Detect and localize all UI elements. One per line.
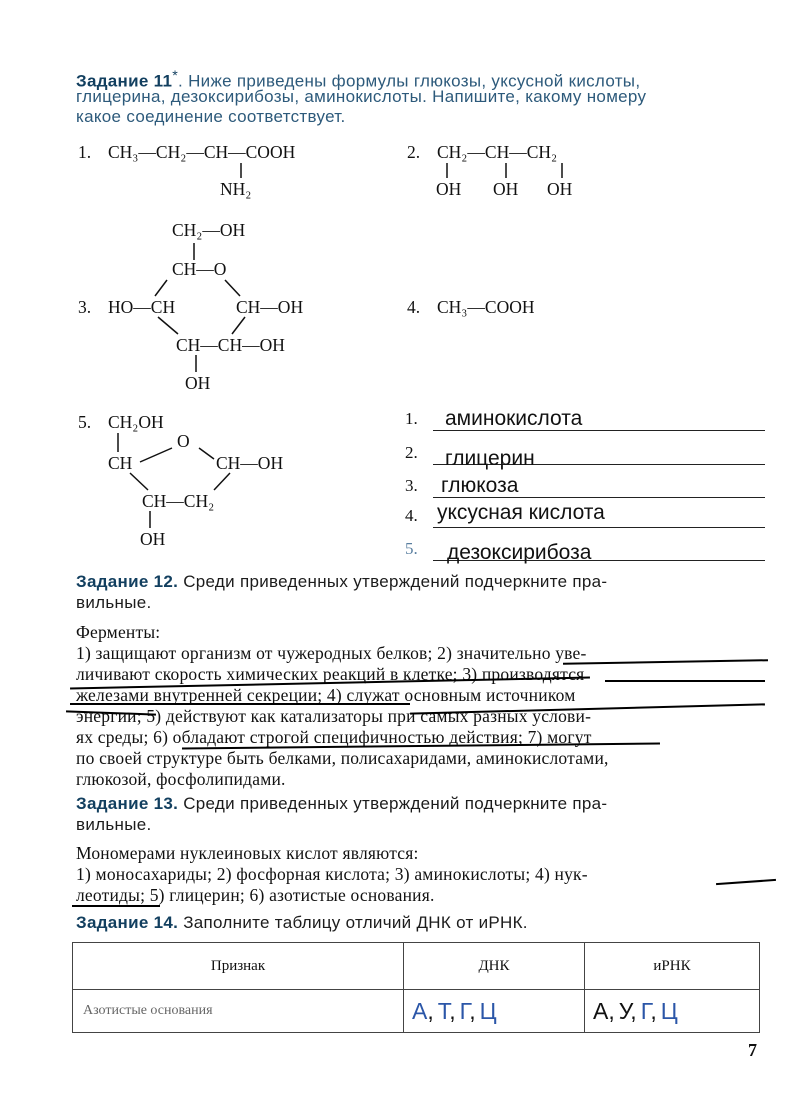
header-rna: иРНК: [585, 943, 760, 990]
formula-1-chain: CH₃—CH₂—CH—COOH: [108, 142, 296, 162]
answer-3-number: 3.: [405, 476, 418, 495]
table-header-row: [73, 943, 760, 990]
formula-4-number: 4.: [407, 297, 421, 317]
formula-5-bottom: CH—CH₂: [142, 491, 215, 511]
dna-base-t: Т: [437, 997, 450, 1024]
task12-line-6: по своей структуре быть белками, полисахаридами, аминокислотами,: [76, 748, 609, 768]
rna-base-c: Ц: [660, 997, 678, 1024]
formula-5-number: 5.: [78, 412, 92, 432]
task11-line1: . Ниже приведены формулы глюкозы, уксусной кислоты,: [178, 71, 641, 91]
rna-sep-1: ,: [608, 997, 615, 1024]
answer-2-number: 2.: [405, 443, 418, 462]
formula-1-amino: NH₂: [220, 179, 252, 199]
answer-4-text: уксусная кислота: [437, 501, 605, 524]
answer-5-number: 5.: [405, 539, 418, 558]
answer-1-number: 1.: [405, 409, 418, 428]
formula-3-right: CH—OH: [236, 297, 304, 317]
underline-12-c: [605, 680, 765, 682]
task13-header: [76, 794, 607, 814]
task12-text1: Среди приведенных утверждений подчеркните пра-: [183, 572, 608, 591]
table-row: [73, 990, 760, 1033]
answer-3-text: глюкоза: [441, 474, 519, 497]
formula-2-chain: CH₂—CH—CH₂: [437, 142, 558, 162]
formula-2-oh-3: OH: [547, 179, 573, 199]
task12-text2: вильные.: [76, 593, 152, 612]
answer-row-1[interactable]: [405, 403, 765, 431]
answer-4-number: 4.: [405, 506, 418, 525]
task13-line-1: 1) моносахариды; 2) фосфорная кислота; 3) аминокислоты; 4) нук-: [76, 864, 588, 884]
task13-text1: Среди приведенных утверждений подчеркните пра-: [183, 794, 608, 813]
task13-text2: вильные.: [76, 815, 152, 834]
formula-2-oh-2: OH: [493, 179, 519, 199]
answer-5-text: дезоксирибоза: [447, 541, 592, 564]
task12-label: Ферменты:: [76, 622, 161, 642]
row-label-bases: Азотистые основания: [73, 990, 404, 1033]
cell-dna-bases[interactable]: [404, 990, 585, 1033]
dna-sep-2: ,: [449, 997, 456, 1024]
rna-base-a: А: [593, 997, 609, 1024]
task12-line-5: ях среды; 6) обладают строгой специфичностью действия; 7) могут: [76, 727, 592, 747]
task14-text: Заполните таблицу отличий ДНК от иРНК.: [183, 913, 528, 932]
answer-row-5[interactable]: [405, 533, 765, 564]
formula-3-top: CH₂—OH: [172, 220, 246, 240]
formula-2-oh-1: OH: [436, 179, 462, 199]
task12-line-7: глюкозой, фосфолипидами.: [76, 769, 286, 789]
formula-3-number: 3.: [78, 297, 92, 317]
task14-title: Задание 14.: [76, 913, 179, 932]
task14-header: [76, 913, 528, 933]
header-feature: Признак: [73, 943, 404, 990]
task12-line-2: личивают скорость химических реакций в клетке; 3) производятся: [76, 664, 585, 684]
dna-sep-3: ,: [469, 997, 476, 1024]
formula-5-top: CH₂OH: [108, 412, 164, 432]
dna-base-g: Г: [459, 997, 470, 1024]
task11-title: Задание 11: [76, 71, 173, 91]
rna-sep-2: ,: [630, 997, 637, 1024]
cell-rna-bases[interactable]: [585, 990, 760, 1033]
page-number: 7: [748, 1040, 757, 1060]
dna-sep-1: ,: [427, 997, 434, 1024]
task12-line-1: 1) защищают организм от чужеродных белков; 2) значительно уве-: [76, 643, 587, 663]
answer-1-text: аминокислота: [445, 407, 583, 430]
answer-2-text: глицерин: [445, 447, 535, 470]
formula-3-ring-top: CH—O: [172, 259, 227, 279]
dna-base-a: А: [412, 997, 428, 1024]
task12-title: Задание 12.: [76, 572, 179, 591]
formula-2-number: 2.: [407, 142, 421, 162]
answer-row-4[interactable]: [405, 500, 765, 528]
answer-row-3[interactable]: [405, 470, 765, 498]
task12-line-3: железами внутренней секреции; 4) служат основным источником: [76, 685, 576, 705]
formula-3-oh: OH: [185, 373, 211, 393]
task13-title: Задание 13.: [76, 794, 179, 813]
formula-5-right: CH—OH: [216, 453, 284, 473]
formula-1-number: 1.: [78, 142, 92, 162]
task12-header: [76, 572, 607, 592]
formula-5-ch: CH: [108, 453, 133, 473]
rna-base-u: У: [618, 997, 631, 1024]
rna-base-g: Г: [640, 997, 651, 1024]
underline-13-b: [72, 905, 160, 907]
formula-4-text: CH₃—COOH: [437, 297, 535, 317]
dna-rna-table: [72, 942, 760, 1033]
formula-5-oxygen: O: [177, 431, 190, 451]
dna-base-c: Ц: [479, 997, 497, 1024]
task13-line-2: леотиды; 5) глицерин; 6) азотистые основания.: [76, 885, 435, 905]
formula-5-oh: OH: [140, 529, 166, 549]
task13-label: Мономерами нуклеиновых кислот являются:: [76, 843, 419, 863]
task11-line3: какое соединение соответствует.: [76, 107, 346, 126]
header-dna: ДНК: [404, 943, 585, 990]
task11-line2: глицерина, дезоксирибозы, аминокислоты. Напишите, какому номеру: [76, 87, 647, 106]
task11-star: *: [172, 68, 179, 84]
underline-12-d: [70, 703, 410, 705]
formula-3-bottom: CH—CH—OH: [176, 335, 285, 355]
answer-row-2[interactable]: [405, 437, 765, 470]
task12-line-4: энергии; 5) действуют как катализаторы при самых разных услови-: [76, 706, 592, 726]
formula-3-left: HO—CH: [108, 297, 176, 317]
answer-4-line: [433, 527, 765, 528]
rna-sep-3: ,: [650, 997, 657, 1024]
